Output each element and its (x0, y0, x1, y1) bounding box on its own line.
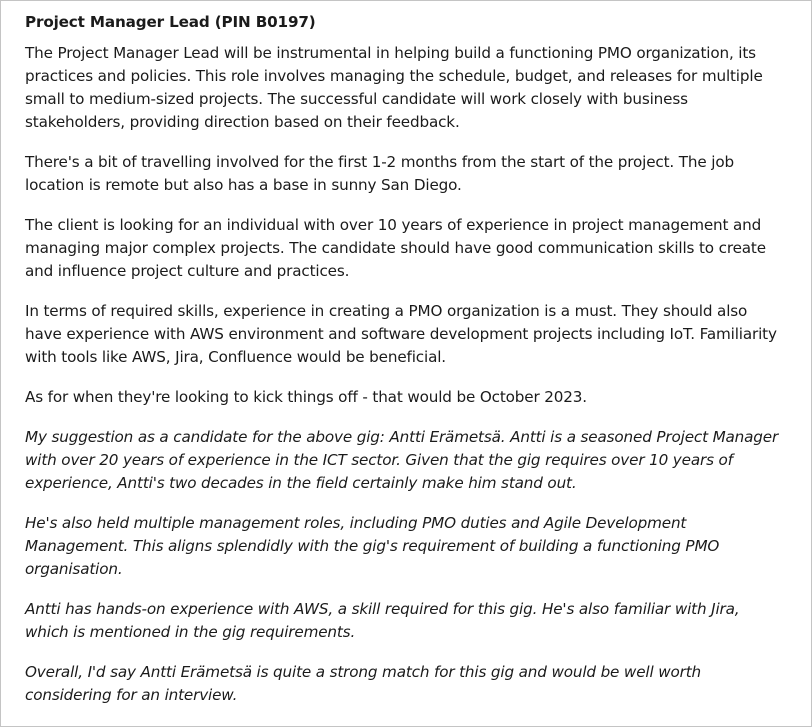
paragraph-candidate-suggestion: My suggestion as a candidate for the above gig: Antti Erämetsä. Antti is a seasoned Project Manager with over 20 years of experience in the ICT sector. Given that the gig requires over 10 years of experience, Antti's two decades in the field certainly make him stand out. (25, 428, 779, 492)
paragraph-start-date: As for when they're looking to kick things off - that would be October 2023. (25, 388, 587, 406)
document-title: Project Manager Lead (PIN B0197) (25, 13, 316, 31)
paragraph-required-skills: In terms of required skills, experience in creating a PMO organization is a must. They should also have experience with AWS environment and software development projects including IoT. Familiarity with tools like AWS, Jira, Confluence would be beneficial. (25, 302, 777, 366)
paragraph-experience: The client is looking for an individual with over 10 years of experience in project management and managing major complex projects. The candidate should have good communication skills to create and influence project culture and practices. (25, 216, 766, 280)
paragraph-role-description: The Project Manager Lead will be instrumental in helping build a functioning PMO organization, its practices and policies. This role involves managing the schedule, budget, and releases for multiple small to medium-sized projects. The successful candidate will work closely with business stakeholders, providing direction based on their feedback. (25, 44, 763, 131)
paragraph-candidate-summary: Overall, I'd say Antti Erämetsä is quite a strong match for this gig and would be well worth considering for an interview. (25, 663, 702, 704)
paragraph-candidate-aws: Antti has hands-on experience with AWS, a skill required for this gig. He's also familiar with Jira, which is mentioned in the gig requirements. (25, 600, 740, 641)
paragraph-travel-location: There's a bit of travelling involved for the first 1-2 months from the start of the project. The job location is remote but also has a base in sunny San Diego. (25, 153, 734, 194)
paragraph-candidate-management: He's also held multiple management roles, including PMO duties and Agile Development Management. This aligns splendidly with the gig's requirement of building a functioning PMO organisation. (25, 514, 720, 578)
